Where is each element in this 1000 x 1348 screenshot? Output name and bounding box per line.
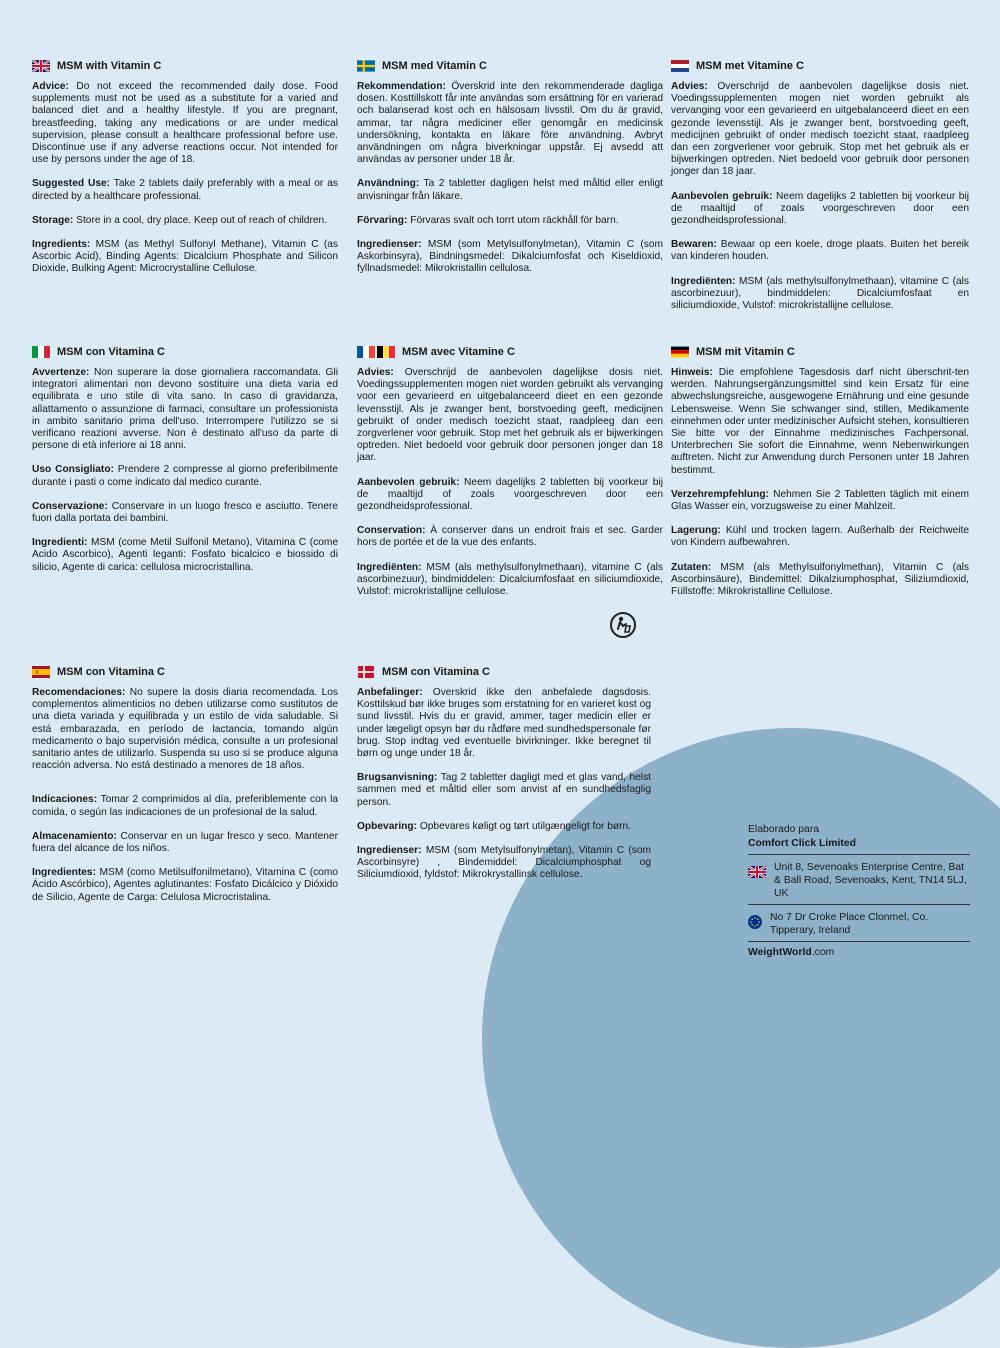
section-title — [357, 59, 663, 73]
advice-paragraph — [32, 367, 338, 452]
use-text: Nehmen Sie 2 Tabletten täglich mit einem Glas Wasser ein, vorzugsweise zu einer Mahlzeit. — [671, 488, 969, 513]
use-label: Suggested Use: — [32, 178, 111, 190]
use-label: Indicaciones: — [32, 794, 98, 806]
use-label: Användning: — [357, 178, 420, 190]
advice-paragraph — [671, 81, 969, 179]
storage-paragraph — [357, 215, 663, 227]
flag-dk-icon — [357, 666, 375, 678]
advice-label: Advies: — [671, 81, 708, 92]
section-title — [32, 665, 338, 679]
section-title — [32, 59, 338, 73]
use-text: Ta 2 tabletter dagligen helst med måltid eller enligt anvisningar från läkare. — [357, 178, 663, 202]
storage-label: Opbevaring: — [357, 820, 418, 832]
storage-text: Conservar en un lugar fresco y seco. Mantener fuera del alcance de los niños. — [32, 830, 338, 855]
ingredients-text: MSM (som Metylsulfonylmetan), Vitamin C (som Askorbinsyra), Bindningsmedel: Dikalciumfosfat och Kiseldioxid, fyllnadsmedel: Mikrokristallin cellulosa. — [357, 239, 663, 275]
company-name: Comfort Click Limited — [748, 838, 970, 855]
section-uk — [32, 59, 338, 288]
storage-text: Opbevares køligt og tørt utilgængeligt for børn. — [417, 820, 632, 832]
advice-paragraph — [671, 367, 969, 477]
use-text: Tag 2 tabletter dagligt med et glas vand, helst sammen med et måltid eller som anvist af en sundhedsfaglig person. — [357, 772, 651, 808]
made-for-label: Elaborado para — [748, 824, 820, 835]
title-text: MSM met Vitamine C — [696, 59, 804, 72]
use-paragraph — [357, 772, 651, 809]
storage-label: Conservation: — [357, 525, 426, 537]
uk-address-row — [748, 855, 970, 905]
storage-paragraph — [32, 501, 338, 525]
section-title — [32, 345, 338, 359]
ingredients-paragraph — [357, 845, 651, 882]
storage-text: Bewaar op een koele, droge plaats. Buiten het bereik van kinderen houden. — [671, 239, 969, 263]
storage-label: Lagerung: — [671, 525, 721, 537]
use-paragraph — [671, 191, 969, 228]
advice-text: Do not exceed the recommended daily dose. Food supplements must not be used as a substitute for a varied and balanced diet and a healthy lifestyle. If you are pregnant, breastfeeding, taking any medications or are under medical supervision, please consult a healthcare professional before use. Discontinue use if any adverse reactions occur. Not intended for use by persons under the age of 18. — [32, 81, 338, 166]
advice-text: Overschrijd de aanbevolen dagelijkse dosis niet. Voedingssupplementen mogen niet worden gebruikt als vervanging voor een gevarieerd en uitgebalanceerd dieet en een gezonde levensstijl. Als je zwanger bent, borstvoeding geeft, medicijnen gebruikt of onder medisch toezicht staat, raadpleeg dan een zorgverlener voor gebruik. Stop met het gebruik als er bijwerkingen optreden. Niet bedoeld voor gebruik door personen jonger dan 18 jaar. — [671, 81, 969, 178]
use-text: Neem dagelijks 2 tabletten bij voorkeur bij de maaltijd of zoals voorgeschreven door een gezondheidsprofessional. — [671, 190, 969, 227]
advice-text: Non superare la dose giornaliera raccomandata. Gli integratori alimentari non devono sostituire una dieta varia ed equilibrata e uno stile di vita sano. In caso di gravidanza, allattamento o assunzione di farmaci, consultare un professionista in ambito sanitario prima dell'uso. Interrompere l'utilizzo se si verificano reazioni avverse. Non è destinato all'uso da parte di persone di età inferiore ai 18 anni. — [32, 367, 338, 452]
use-text: Neem dagelijks 2 tabletten bij voorkeur bij de maaltijd of zoals voorgeschreven door een gezondheidsprofessional. — [357, 476, 663, 513]
website-brand: WeightWorld — [748, 947, 812, 958]
ingredients-label: Ingrediënten: — [357, 561, 422, 573]
advice-label: Avvertenze: — [32, 367, 90, 378]
storage-paragraph — [357, 821, 651, 833]
use-label: Aanbevolen gebruik: — [357, 476, 460, 488]
advice-text: Overschrijd de aanbevolen dagelijkse dosis niet. Voedingssupplementen mogen niet worden gebruikt als vervanging voor een gevarieerd en uitgebalanceerd dieet en een gezonde levensstijl. Als je zwanger bent, borstvoeding geeft, medicijnen gebruikt of onder medisch toezicht staat, raadpleeg dan een zorgverlener voor gebruik. Stop met het gebruik als er bijwerkingen optreden. Niet bedoeld voor gebruik door personen jonger dan 18 jaar. — [357, 367, 663, 464]
ingredients-label: Ingredientes: — [32, 867, 96, 879]
title-text: MSM mit Vitamin C — [696, 345, 795, 358]
section-nl — [671, 59, 969, 324]
website — [748, 942, 970, 958]
flag-eu-icon — [748, 915, 762, 929]
storage-label: Förvaring: — [357, 214, 408, 226]
section-se — [357, 59, 663, 288]
advice-label: Advies: — [357, 367, 394, 378]
storage-text: Kühl und trocken lagern. Außerhalb der Reichweite von Kindern aufbewahren. — [671, 525, 969, 549]
flag-de-icon — [671, 346, 689, 358]
section-title — [357, 345, 663, 359]
use-paragraph — [32, 178, 338, 202]
storage-text: Förvaras svalt och torrt utom räckhåll för barn. — [407, 214, 619, 226]
advice-paragraph — [357, 367, 663, 465]
use-paragraph — [32, 794, 338, 818]
advice-label: Hinweis: — [671, 367, 713, 378]
storage-label: Storage: — [32, 214, 74, 226]
section-title — [671, 59, 969, 73]
flag-be-icon — [377, 346, 395, 358]
flag-se-icon — [357, 60, 375, 72]
flag-uk-icon — [32, 60, 50, 72]
ingredients-text: MSM (som Metylsulfonylmetan), Vitamin C (som Ascorbinsyre) , Bindemiddel: Dicalciumphosphat og Siliciumdioxid, fyldstof: Mikrokrystallinsk cellulose. — [357, 845, 651, 881]
use-paragraph — [357, 477, 663, 514]
ingredients-paragraph — [32, 239, 338, 276]
use-label: Verzehrempfehlung: — [671, 488, 769, 500]
ingredients-label: Ingredienser: — [357, 845, 422, 857]
title-text: MSM con Vitamina C — [382, 665, 490, 678]
advice-label: Recomendaciones: — [32, 687, 126, 698]
title-text: MSM with Vitamin C — [57, 59, 162, 72]
section-dk — [357, 665, 651, 894]
flag-fr-icon — [357, 346, 375, 358]
ingredients-paragraph — [671, 562, 969, 599]
advice-label: Anbefalinger: — [357, 687, 423, 698]
section-it — [32, 345, 338, 586]
section-title — [357, 665, 651, 679]
title-text: MSM con Vitamina C — [57, 665, 165, 678]
storage-paragraph — [671, 239, 969, 263]
ingredients-paragraph — [357, 239, 663, 276]
section-es — [32, 665, 338, 916]
use-label: Aanbevolen gebruik: — [671, 190, 773, 202]
storage-paragraph — [671, 525, 969, 549]
section-fr — [357, 345, 663, 610]
advice-paragraph — [32, 81, 338, 166]
use-text: Prendere 2 compresse al giorno preferibilmente durante i pasti o come indicato dal medico curante. — [32, 464, 339, 488]
flag-es-icon — [32, 666, 50, 678]
ingredients-label: Ingredients: — [32, 239, 91, 251]
title-text: MSM con Vitamina C — [57, 345, 165, 358]
advice-paragraph — [357, 81, 663, 166]
title-text: MSM med Vitamin C — [382, 59, 487, 72]
ingredients-label: Ingredienti: — [32, 537, 88, 549]
storage-label: Almacenamiento: — [32, 830, 117, 842]
storage-paragraph — [32, 215, 338, 227]
section-title — [671, 345, 969, 359]
use-paragraph — [671, 489, 969, 513]
ingredients-paragraph — [32, 867, 338, 904]
ingredients-text: MSM (als methylsulfonylmethaan), vitamine C (als ascorbinezuur), bindmiddelen: Dicalciumfosfaat en siliciumdioxide, Vulstof: microkristallijne cellulose. — [357, 561, 663, 598]
manufacturer-block — [748, 824, 970, 958]
advice-text: No supere la dosis diaria recomendada. Los complementos alimenticios no deben utilizarse como sustitutos de una dieta variada y equilibrada y un estilo de vida saludable. Si está embarazada, en período de lactancia, tomando algún medicamento o bajo supervisión médica, consulte a un profesional sanitario antes de utilizarlo. Suspenda su uso si se produce alguna reacción adversa. No está destinado a menores de 18 años. — [32, 687, 338, 772]
storage-text: Conservare in un luogo fresco e asciutto. Tenere fuori dalla portata dei bambini. — [32, 500, 338, 525]
use-text: Take 2 tablets daily preferably with a meal or as directed by a healthcare professional. — [32, 178, 338, 202]
website-tld: .com — [811, 947, 835, 958]
ingredients-text: MSM (come Metil Sulfonil Metano), Vitamina C (come Acido Ascorbico), Agenti leganti: Fosfato bicalcico e biossido di silicio, Agente di carica: cellulosa microcristallina. — [32, 537, 338, 573]
recycle-icon — [609, 611, 637, 639]
section-de — [671, 345, 969, 610]
use-paragraph — [357, 178, 663, 202]
eu-address-row — [748, 905, 970, 942]
storage-label: Bewaren: — [671, 239, 717, 251]
ingredients-label: Ingredienser: — [357, 239, 422, 251]
advice-label: Rekommendation: — [357, 81, 446, 92]
ingredients-paragraph — [357, 562, 663, 599]
storage-label: Conservazione: — [32, 500, 108, 512]
ingredients-text: MSM (als methylsulfonylmethaan), vitamine C (als ascorbinezuur), bindmiddelen: Dicalciumfosfaat en siliciumdioxide, Vulstof: microkristallijne cellulose. — [671, 275, 969, 312]
flag-uk-icon — [748, 866, 766, 878]
ingredients-label: Ingrediënten: — [671, 275, 736, 287]
use-paragraph — [32, 464, 338, 488]
storage-paragraph — [357, 525, 663, 549]
use-text: Tomar 2 comprimidos al día, preferiblemente con la comida, o según las indicaciones de un profesional de la salud. — [32, 794, 338, 818]
uk-address: Unit 8, Sevenoaks Enterprise Centre, Bat & Ball Road, Sevenoaks, Kent, TN14 5LJ, UK — [774, 862, 967, 899]
storage-text: À conserver dans un endroit frais et sec. Garder hors de portée et de la vue des enfants. — [357, 525, 663, 549]
ingredients-label: Zutaten: — [671, 561, 712, 573]
use-label: Uso Consigliato: — [32, 464, 114, 476]
ingredients-text: MSM (as Methyl Sulfonyl Methane), Vitamin C (as Ascorbic Acid), Binding Agents: Dicalcium Phosphate and Silicon Dioxide, Bulking Agent: Microcrystalline Cellulose. — [32, 239, 338, 275]
advice-text: Die empfohlene Tagesdosis darf nicht überschrit-ten werden. Nahrungsergänzungsmittel sind kein Ersatz für eine abwechslungsreiche, ausgewogene Ernährung und eine gesunde Lebensweise. Wenn Sie schwanger sind, stillen, Medikamente einnehmen oder unter medizinischer Aufsicht stehen, konsultieren Sie bitte vor der Einnahme medizinisches Fachpersonal. Unterbrechen Sie sofort die Einnahme, wenn Nebenwirkungen auftreten. Nicht zur Anwendung durch Personen unter 18 Jahren bestimmt. — [671, 367, 969, 476]
flag-it-icon — [32, 346, 50, 358]
advice-paragraph — [32, 687, 338, 772]
ingredients-paragraph — [32, 537, 338, 574]
flag-nl-icon — [671, 60, 689, 72]
title-text: MSM avec Vitamine C — [402, 345, 515, 358]
ingredients-text: MSM (como Metilsulfonilmetano), Vitamina C (como Ácido Ascórbico), Agentes aglutinantes: Fosfato Dicálcico y Dióxido de Silicio, Agente de Carga: Celulosa Microcristalina. — [32, 867, 338, 903]
eu-address: No 7 Dr Croke Place Clonmel, Co. Tipperary, Ireland — [770, 912, 929, 936]
storage-text: Store in a cool, dry place. Keep out of reach of children. — [73, 214, 328, 226]
storage-paragraph — [32, 831, 338, 855]
advice-text: Overskrid ikke den anbefalede dagsdosis. Kosttilskud bør ikke bruges som erstatning for en varieret kost og sund livsstil. Hvis du er gravid, ammer, tager medicin eller er under lægeligt opsyn bør du rådføre med sundhedspersonale før brug. Stop indtag ved eventuelle bivirkninger. Ikke beregnet til børn og unge under 18 år. — [357, 687, 651, 760]
advice-text: Överskrid inte den rekommenderade dagliga dosen. Kosttillskott får inte användas som ersättning för en varierad och balanserad kost och en hälsosam livsstil. Om du är gravid, ammar, tar några mediciner eller genomgår en medicinsk undersökning, kontakta en läkare före användning. Avbryt användningen om några biverkningar uppstår. Ej avsedd att användas av personer under 18 år. — [357, 81, 663, 166]
advice-paragraph — [357, 687, 651, 760]
ingredients-paragraph — [671, 276, 969, 313]
ingredients-text: MSM (als Methylsulfonylmethan), Vitamin C (als Ascorbinsäure), Bindemittel: Dikalziumphosphat, Siliziumdioxid, Füllstoffe: Mikrokristalline Cellulose. — [671, 561, 969, 598]
use-label: Brugsanvisning: — [357, 772, 438, 784]
advice-label: Advice: — [32, 81, 69, 92]
